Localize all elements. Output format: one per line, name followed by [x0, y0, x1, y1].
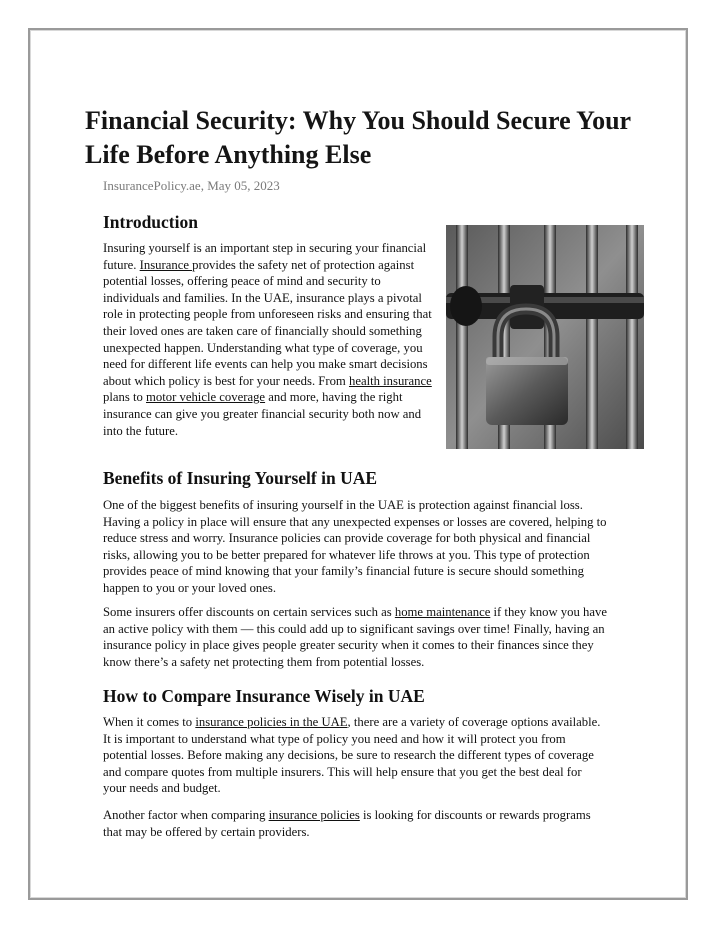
intro-paragraph: Insuring yourself is an important step in securing your financial future. Insurance provides the safety net of protection against potential losses, offering peace of mind and security to individuals and families. In the UAE, insurance plays a pivotal role in protecting people from unforeseen risks and ensuring that their loved ones are taken care of financially should something unexpected happen. Understanding what type of coverage, you need for different life events can help you make smart decisions about which policy is best for your needs. From health insurance plans to motor vehicle coverage and more, having the right insurance can give you greater financial security both now and into the future. — [103, 241, 432, 438]
insurance-policies-uae-link[interactable]: insurance policies in the UAE — [195, 715, 348, 729]
insurance-link[interactable]: Insurance — [139, 257, 193, 272]
padlock-illustration — [446, 225, 644, 449]
motor-vehicle-coverage-link[interactable]: motor vehicle coverage — [146, 390, 266, 405]
section-heading-benefits: Benefits of Insuring Yourself in UAE — [103, 468, 378, 488]
insurance-policies-link[interactable]: insurance policies — [268, 808, 360, 822]
section-heading-compare: How to Compare Insurance Wisely in UAE — [103, 686, 425, 706]
padlock-photo — [446, 225, 644, 449]
article-byline: InsurancePolicy.ae, May 05, 2023 — [103, 178, 280, 193]
article-title: Financial Security: Why You Should Secure Your Life Before Anything Else — [85, 106, 631, 169]
benefits-paragraph-2: Some insurers offer discounts on certain services such as home maintenance if they know you have an active policy with them — this could add up to significant savings over time! Finally, having an insurance policy in place gives people greater security when it comes to their finances since they know there’s a safety net protecting them from potential losses. — [103, 605, 607, 669]
health-insurance-link[interactable]: health insurance — [348, 373, 432, 388]
compare-paragraph-1: When it comes to insurance policies in the UAE, there are a variety of coverage options available. It is important to understand what type of policy you need and how it will protect you from potential losses. Before making any decisions, be sure to research the different types of coverage and compare quotes from multiple insurers. This will help ensure that you get the best deal for your needs and budget. — [103, 715, 601, 796]
section-heading-introduction: Introduction — [103, 212, 198, 232]
home-maintenance-link[interactable]: home maintenance — [394, 605, 491, 619]
compare-paragraph-2: Another factor when comparing insurance policies is looking for discounts or rewards programs that may be offered by certain providers. — [103, 808, 591, 839]
benefits-paragraph-1: One of the biggest benefits of insuring yourself in the UAE is protection against financial loss. Having a policy in place will ensure that any unexpected expenses or losses are covered, helping to reduce stress and worry. Insurance policies can provide coverage for both physical and financial risks, allowing you to be better prepared for whatever life throws at you. This type of protection provides peace of mind knowing that your family’s financial future is secure should something happen to you or your loved ones. — [103, 498, 607, 595]
